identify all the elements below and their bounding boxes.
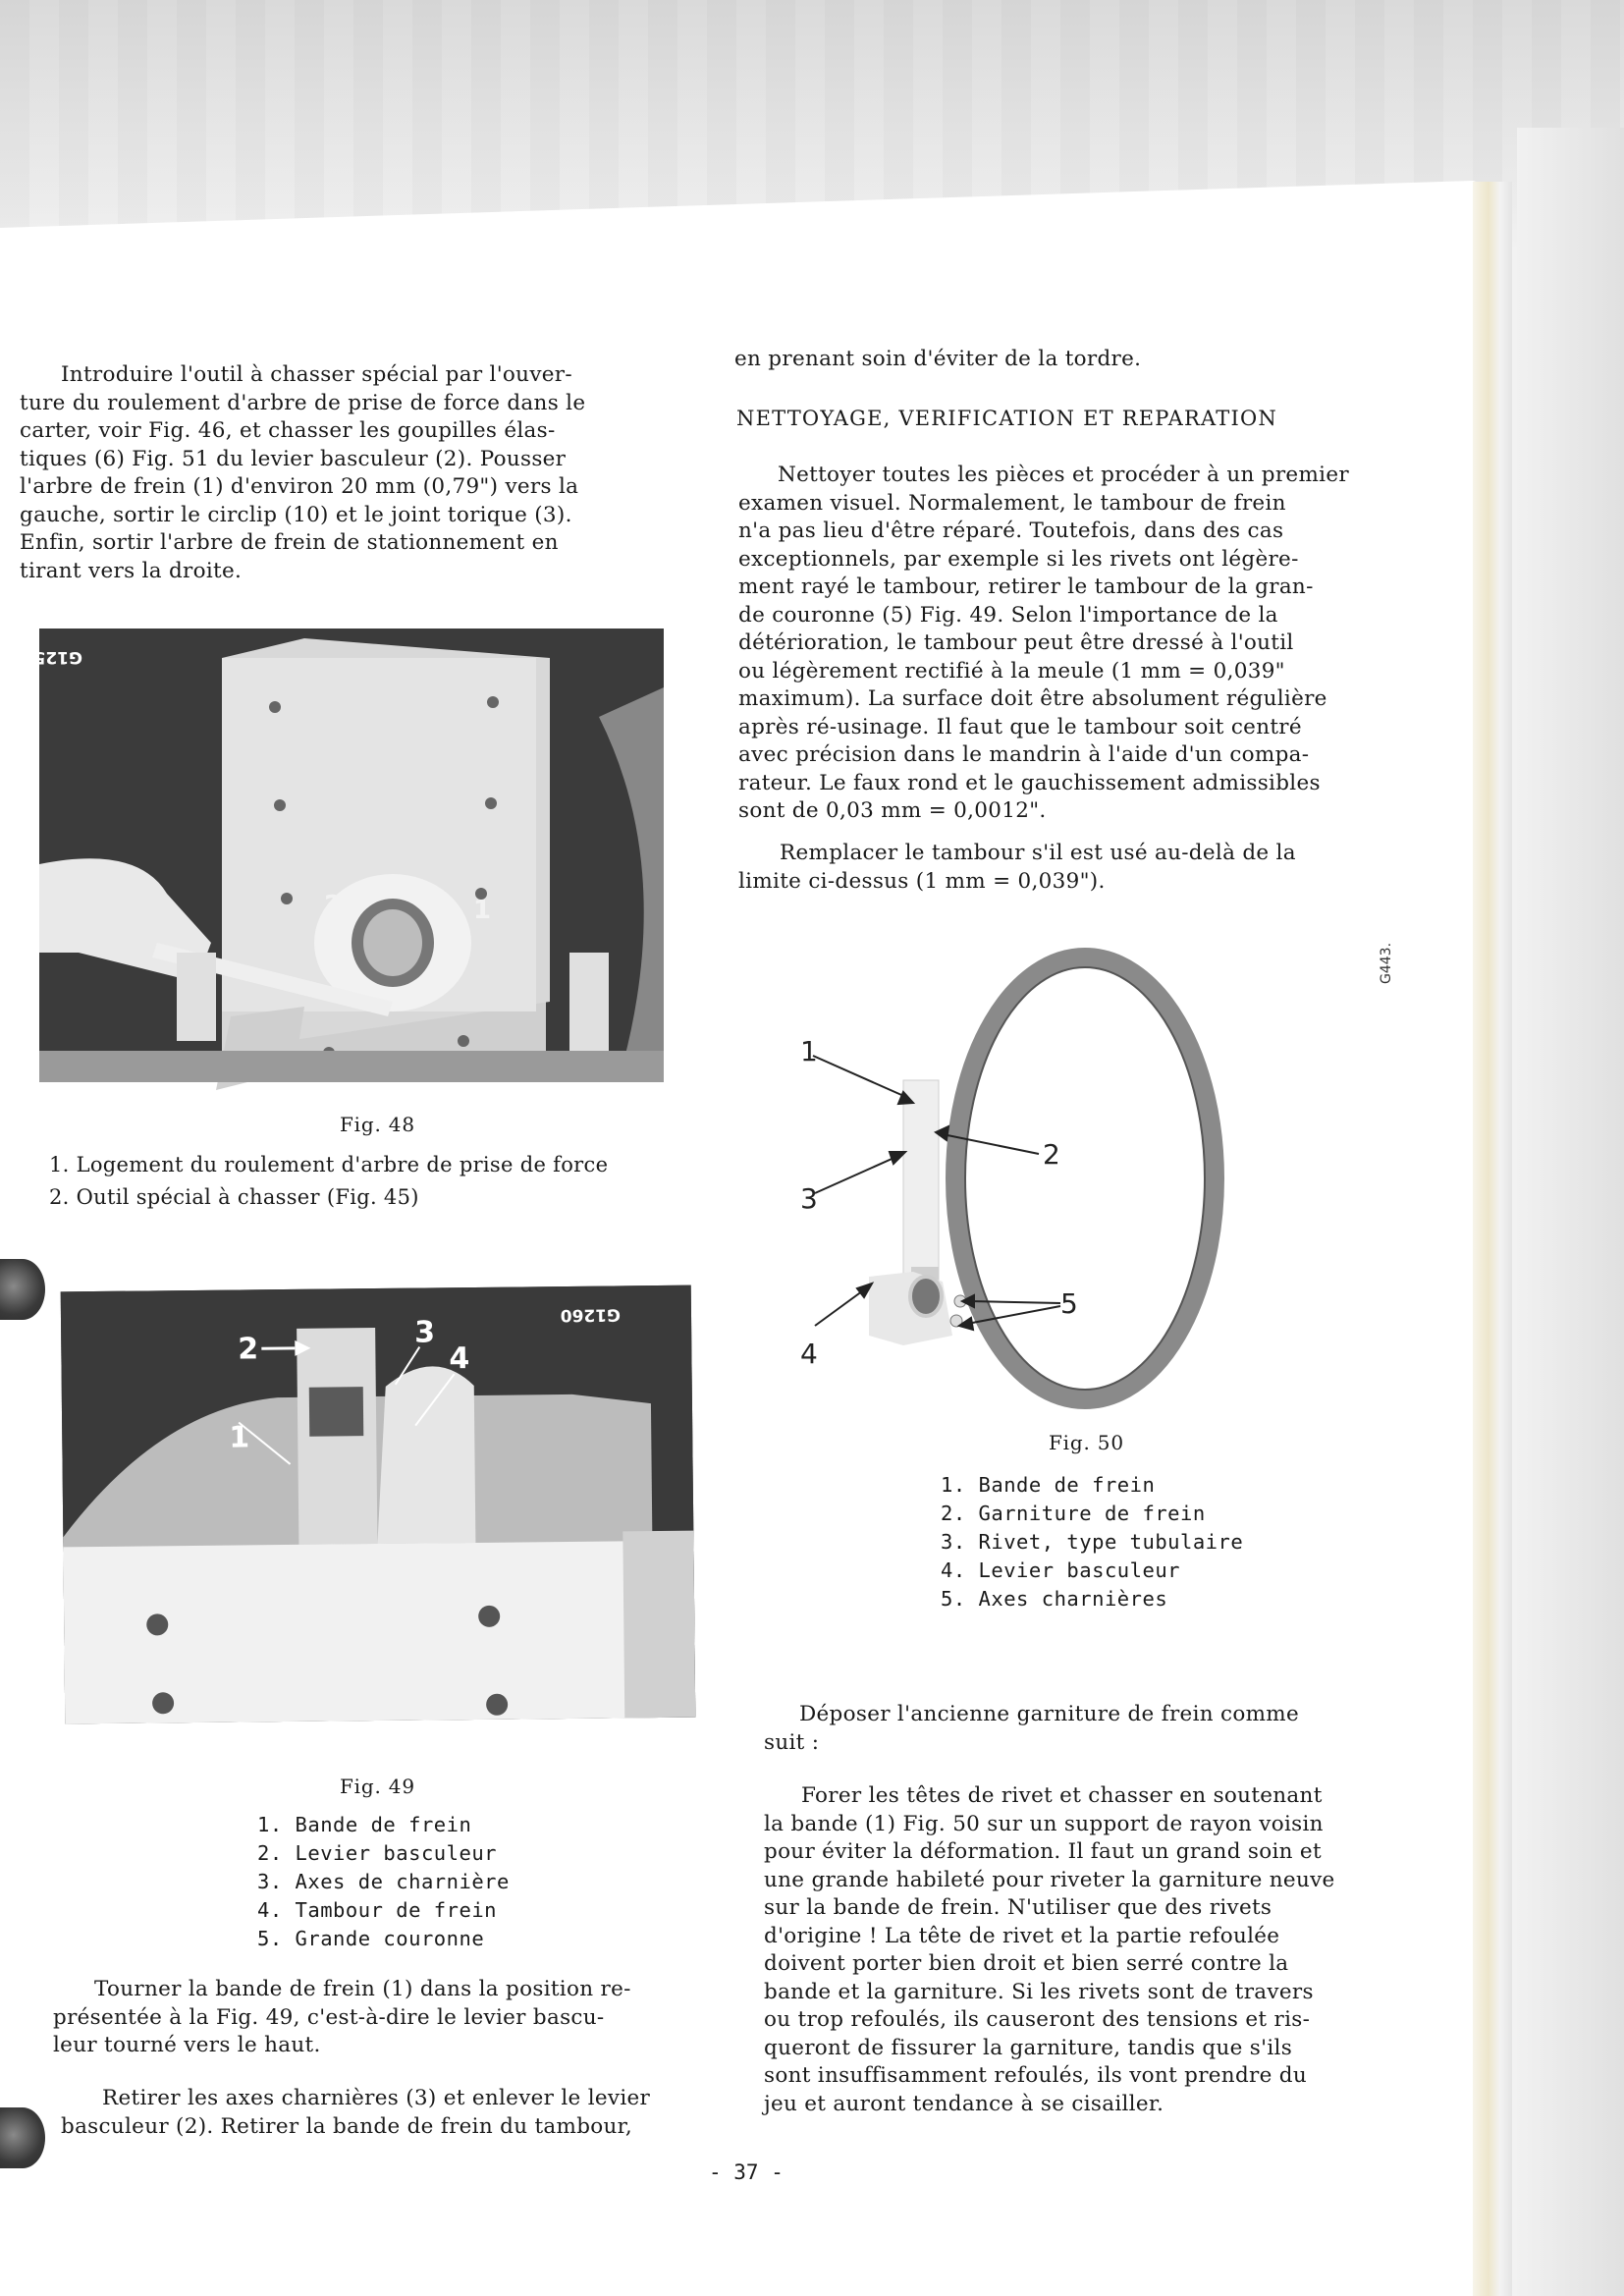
text-line: carter, voir Fig. 46, et chasser les goupilles élas- [20,418,556,443]
text-line: rateur. Le faux rond et le gauchissement admissibles [738,770,1321,795]
text-line: de couronne (5) Fig. 49. Selon l'importance de la [738,602,1278,628]
callout-4: 4 [449,1341,470,1377]
callout-2: 2 [238,1332,259,1367]
photo-code: G1259 [22,647,82,667]
text-line: bande et la garniture. Si les rivets sont de travers [764,1979,1314,2004]
callout-2: 2 [1043,1138,1060,1171]
legend-item: 5. Grande couronne [257,1927,485,1950]
text-line: Tourner la bande de frein (1) dans la position re- [94,1977,631,2001]
text-line: Introduire l'outil à chasser spécial par l'ouver- [61,362,572,387]
legend-item: 5. Axes charnières [941,1587,1168,1611]
text-line: sont insuffisamment refoulés, ils vont prendre du [764,2063,1307,2088]
callout-3: 3 [800,1182,818,1215]
text-line: examen visuel. Normalement, le tambour de frein [738,490,1286,516]
fig48-photo [22,629,664,1082]
text-line: tiques (6) Fig. 51 du levier basculeur (2). Pousser [20,446,567,471]
fig49-legend [257,1811,510,1953]
text-line: Enfin, sortir l'arbre de frein de stationnement en [20,530,559,555]
callout-3: 3 [413,1315,436,1350]
text-line: gauche, sortir le circlip (10) et le joint torique (3). [20,502,572,527]
fig50-drawing [766,923,1414,1394]
remove-lining-paragraph [764,1701,1432,1757]
text-line: tirant vers la droite. [20,558,243,583]
callout-5: 5 [1060,1287,1078,1320]
legend-item: 2. Outil spécial à chasser (Fig. 45) [49,1185,419,1209]
intro-paragraph [20,361,707,585]
text-line: ou trop refoulés, ils causeront des tensions et ris- [764,2007,1311,2032]
text-line: avec précision dans le mandrin à l'aide d'un compa- [738,742,1310,767]
drill-paragraph [764,1782,1441,2118]
fig49-caption: Fig. 49 [340,1775,415,1798]
brake-drum [376,1366,476,1544]
legend-item: 4. Levier basculeur [941,1558,1180,1582]
photo-code: G1260 [560,1304,622,1326]
page-edge [1473,182,1512,2296]
fig50-caption: Fig. 50 [1049,1431,1124,1454]
legend-item: 2. Levier basculeur [257,1841,497,1865]
text-line: n'a pas lieu d'être réparé. Toutefois, dans des cas [738,519,1284,543]
fig48-caption: Fig. 48 [340,1113,415,1136]
text-line: maximum). La surface doit être absolument régulière [738,686,1327,711]
callout-4: 4 [800,1338,818,1370]
text-line: exceptionnels, par exemple si les rivets ont légère- [738,546,1299,572]
text-line: après ré-usinage. Il faut que le tambour soit centré [738,714,1302,739]
legend-item: 4. Tambour de frein [257,1898,497,1922]
section-heading: NETTOYAGE, VERIFICATION ET REPARATION [736,407,1277,430]
text-line: sont de 0,03 mm = 0,0012". [738,798,1047,823]
callout-1: 1 [229,1420,250,1455]
callout-1: 1 [473,896,492,925]
text-line: queront de fissurer la garniture, tandis que s'ils [764,2035,1293,2060]
replace-paragraph [738,840,1426,896]
text-line: la bande (1) Fig. 50 sur un support de rayon voisin [764,1811,1324,1836]
legend-item: 2. Garniture de frein [941,1502,1206,1525]
page-number: - 37 - [709,2160,784,2184]
turn-paragraph [53,1976,731,2060]
text-line: ment rayé le tambour, retirer le tambour de la gran- [738,574,1314,599]
text-line: détérioration, le tambour peut être dressé à l'outil [738,630,1294,655]
text-line: Nettoyer toutes les pièces et procéder à un premier [778,463,1349,487]
continuation-text: en prenant soin d'éviter de la tordre. [734,347,1142,371]
text-line: jeu et auront tendance à se cisailler. [764,2091,1164,2116]
punch-hole-upper [0,1259,45,1320]
text-line: ture du roulement d'arbre de prise de force dans le [20,390,586,415]
remove-paragraph [61,2085,738,2141]
text-line: l'arbre de frein (1) d'environ 20 mm (0,79") vers la [20,474,579,499]
text-line: pour éviter la déformation. Il faut un grand soin et [764,1839,1322,1864]
text-line: une grande habileté pour riveter la garniture neuve [764,1867,1335,1892]
text-line: Déposer l'ancienne garniture de frein comme [799,1702,1300,1726]
scanner-background-right [1517,128,1624,2296]
text-line: Retirer les axes charnières (3) et enlever le levier [102,2086,651,2110]
punch-hole-lower [0,2107,45,2168]
drawing-code: G443. [1379,942,1394,984]
rocker-lever [297,1328,377,1545]
brake-band [955,957,1215,1399]
clean-paragraph [738,462,1426,826]
fig49-photo [61,1285,696,1724]
text-line: Forer les têtes de rivet et chasser en soutenant [801,1783,1323,1808]
callout-2: 2 [324,891,343,920]
legend-item: 1. Bande de frein [257,1813,472,1836]
text-line: sur la bande de frein. N'utiliser que des rivets [764,1895,1272,1920]
text-line: leur tourné vers le haut. [53,2033,321,2057]
callout-1: 1 [800,1035,818,1067]
text-line: doivent porter bien droit et bien serré contre la [764,1951,1289,1976]
legend-item: 1. Bande de frein [941,1473,1156,1497]
text-line: Remplacer le tambour s'il est usé au-delà de la [780,841,1296,865]
fig50-legend [941,1471,1243,1613]
legend-item: 3. Axes de charnière [257,1870,510,1893]
text-line: d'origine ! La tête de rivet et la partie refoulée [764,1923,1280,1948]
fig48-legend [49,1149,608,1214]
legend-item: 1. Logement du roulement d'arbre de prise de force [49,1153,609,1176]
text-line: suit : [764,1729,820,1755]
text-line: ou légèrement rectifié à la meule (1 mm = 0,039" [738,658,1285,683]
text-line: présentée à la Fig. 49, c'est-à-dire le levier bascu- [53,2004,605,2030]
text-line: basculeur (2). Retirer la bande de frein du tambour, [61,2113,633,2139]
legend-item: 3. Rivet, type tubulaire [941,1530,1244,1554]
text-line: limite ci-dessus (1 mm = 0,039"). [738,868,1106,894]
